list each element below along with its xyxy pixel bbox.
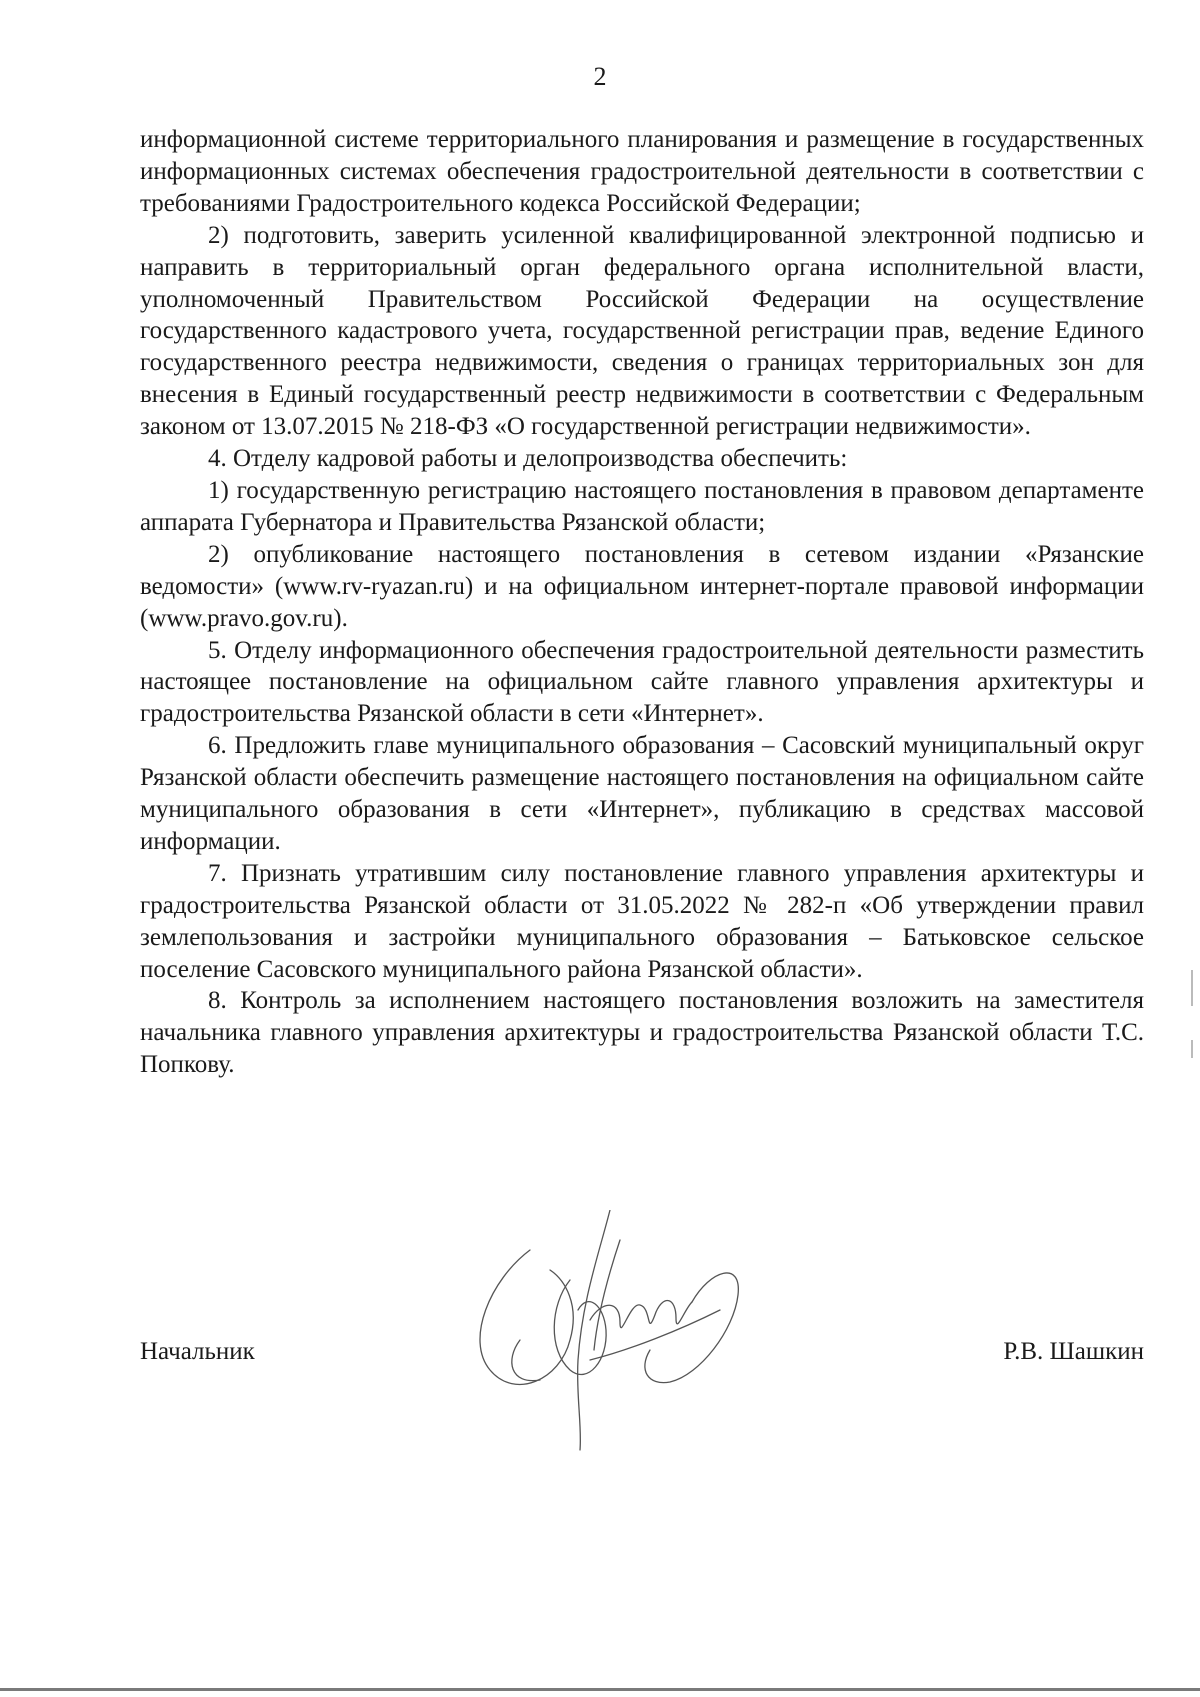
paragraph-item-7: 7. Признать утратившим силу постановление главного управления архитектуры и градостроительства Рязанской области от 31.05.2022 № 282-п «Об утверждении правил землепользования и застройки муниципального образования – Батьковское сельское поселение Сасовского муниципального района Рязанской области». bbox=[140, 859, 1144, 983]
handwritten-signature bbox=[470, 1210, 770, 1460]
signatory-name: Р.В. Шашкин bbox=[1003, 1338, 1144, 1365]
scan-bottom-edge bbox=[0, 1688, 1200, 1691]
scan-edge-mark bbox=[1191, 1040, 1193, 1058]
paragraph-item-5: 5. Отделу информационного обеспечения градостроительной деятельности разместить настоящее постановление на официальном сайте главного управления архитектуры и градостроительства Рязанской области в сети «Интернет». bbox=[140, 636, 1144, 728]
paragraph-item-4-1: 1) государственную регистрацию настоящего постановления в правовом департаменте аппарата Губернатора и Правительства Рязанской области; bbox=[140, 476, 1144, 536]
paragraph-item-8: 8. Контроль за исполнением настоящего постановления возложить на заместителя начальника главного управления архитектуры и градостроительства Рязанской области Т.С. Попкову. bbox=[140, 987, 1144, 1079]
scan-edge-mark bbox=[1191, 970, 1193, 1006]
paragraph-item-4: 4. Отделу кадровой работы и делопроизводства обеспечить: bbox=[208, 445, 848, 473]
paragraph-item-4-2: 2) опубликование настоящего постановления в сетевом издании «Рязанские ведомости» (www.rv-ryazan.ru) и на официальном интернет-портале правовой информации (www.pravo.gov.ru). bbox=[140, 540, 1144, 632]
document-body bbox=[140, 124, 1144, 1081]
paragraph-item-6: 6. Предложить главе муниципального образования – Сасовский муниципальный округ Рязанской области обеспечить размещение настоящего постановления на официальном сайте муниципального образования в сети «Интернет», публикацию в средствах массовой информации. bbox=[140, 732, 1144, 855]
page-number: 2 bbox=[593, 62, 607, 91]
paragraph-continuation: информационной системе территориального планирования и размещение в государственных информационных системах обеспечения градостроительной деятельности в соответствии с требованиями Градостроительного кодекса Российской Федерации; bbox=[140, 126, 1144, 217]
signatory-title: Начальник bbox=[140, 1338, 255, 1365]
paragraph-item-3-2: 2) подготовить, заверить усиленной квалифицированной электронной подписью и направить в территориальный орган федерального органа исполнительной власти, уполномоченный Правительством Российской Федерации на осуществление государственного кадастрового учета, государственной регистрации прав, ведение Единого государственного реестра недвижимости, сведения о границах территориальных зон для внесения в Единый государственный реестр недвижимости в соответствии с Федеральным законом от 13.07.2015 № 218-ФЗ «О государственной регистрации недвижимости». bbox=[140, 221, 1144, 441]
